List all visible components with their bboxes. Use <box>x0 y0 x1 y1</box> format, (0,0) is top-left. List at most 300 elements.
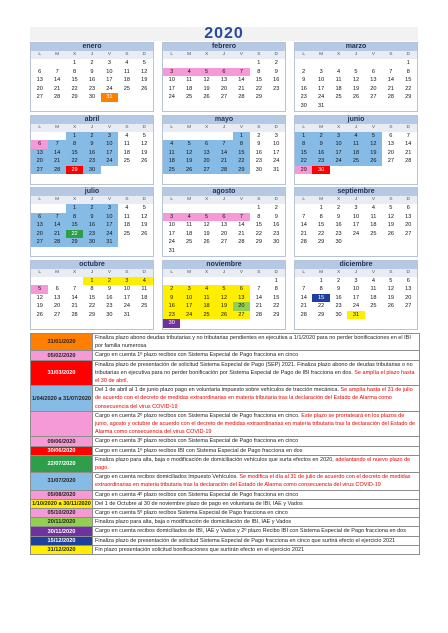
day-cell: 5 <box>389 277 393 284</box>
empty-cell <box>215 319 232 328</box>
day-cell: 27 <box>31 166 48 175</box>
month-name: abril <box>31 116 153 124</box>
week-row <box>295 149 417 158</box>
day-cell: 8 <box>406 68 410 75</box>
event-description <box>93 386 420 412</box>
week-row <box>31 68 153 77</box>
empty-cell <box>66 174 83 183</box>
event-row <box>31 446 420 455</box>
month-octubre <box>30 260 154 330</box>
day-cell: 10 <box>101 140 118 149</box>
day-cell: 12 <box>141 68 148 75</box>
day-cell: 6 <box>215 68 232 77</box>
weekday-label: M <box>187 124 192 130</box>
event-row <box>31 518 420 527</box>
day-cell: 14 <box>387 77 394 84</box>
day-cell: 21 <box>215 157 232 166</box>
weekday-header <box>295 124 417 132</box>
day-cell: 21 <box>255 303 262 310</box>
day-cell: 14 <box>255 294 262 301</box>
empty-cell <box>400 166 417 175</box>
week-row <box>163 302 285 311</box>
empty-cell <box>118 319 135 328</box>
day-cell: 25 <box>370 230 377 237</box>
empty-cell <box>163 102 180 111</box>
day-cell: 5 <box>389 205 393 211</box>
day-cell: 15 <box>273 294 280 301</box>
day-cell: 3 <box>319 68 323 75</box>
day-cell: 27 <box>405 303 412 310</box>
day-cell: 11 <box>370 286 377 293</box>
empty-cell <box>136 238 153 247</box>
day-cell: 9 <box>83 140 100 149</box>
day-cell: 20 <box>405 294 412 301</box>
day-cell: 4 <box>163 140 180 149</box>
day-cell: 16 <box>300 85 307 92</box>
day-cell: 1 <box>83 277 100 286</box>
weekday-label: X <box>204 52 209 57</box>
day-cell: 26 <box>387 303 394 310</box>
week-row <box>295 319 417 328</box>
day-cell: 8 <box>73 68 77 75</box>
day-cell: 19 <box>180 157 197 166</box>
day-cell: 29 <box>66 238 83 247</box>
event-amendment-text: Se amplía hasta el 31 de julio de acuerdo con el decreto de medidas extraordinarias en materia tributaria tras la declaración del Estado de Alarma como consecuencia del virus COVID-19 <box>95 387 413 410</box>
day-cell: 5 <box>142 132 146 139</box>
event-description <box>93 509 420 518</box>
empty-cell <box>198 277 215 286</box>
day-cell: 19 <box>387 294 394 301</box>
month-name: junio <box>295 116 417 124</box>
empty-cell <box>295 174 312 183</box>
day-cell: 1 <box>295 132 312 141</box>
day-cell: 19 <box>365 149 382 158</box>
week-row <box>31 238 153 247</box>
week-row <box>163 132 285 141</box>
weekday-label: V <box>239 52 244 57</box>
event-description <box>93 446 420 455</box>
day-cell: 12 <box>387 286 394 293</box>
weekday-label: D <box>142 52 147 57</box>
day-cell: 5 <box>31 285 48 294</box>
empty-cell <box>382 238 399 247</box>
weekday-label: S <box>125 197 129 202</box>
day-cell: 22 <box>233 157 250 166</box>
week-row <box>295 85 417 94</box>
week-row <box>163 174 285 183</box>
event-date: 09/06/2020 <box>31 437 93 446</box>
day-cell: 30 <box>88 94 96 101</box>
week-row <box>163 204 285 213</box>
day-cell: 25 <box>123 158 130 165</box>
day-cell: 1 <box>73 60 77 66</box>
week-row <box>163 166 285 175</box>
day-cell: 7 <box>48 213 65 222</box>
day-cell: 26 <box>141 158 148 165</box>
weekday-label: J <box>354 269 358 275</box>
week-row <box>295 174 417 183</box>
day-cell: 1 <box>257 60 261 66</box>
empty-cell <box>31 204 48 213</box>
event-date: 31/12/2020 <box>31 545 93 554</box>
day-cell: 29 <box>66 166 83 175</box>
day-cell: 11 <box>198 294 215 303</box>
day-cell: 1 <box>257 205 261 211</box>
empty-cell <box>136 319 153 328</box>
day-cell: 30 <box>335 311 342 318</box>
empty-cell <box>136 247 153 256</box>
empty-cell <box>312 59 329 68</box>
day-cell: 31 <box>347 311 364 320</box>
day-cell: 27 <box>233 311 250 320</box>
day-cell: 9 <box>257 141 261 148</box>
week-row <box>31 93 153 102</box>
empty-cell <box>118 166 135 175</box>
week-row <box>31 319 153 328</box>
day-cell: 26 <box>141 230 148 237</box>
day-cell: 14 <box>300 294 307 301</box>
day-cell: 13 <box>220 222 228 229</box>
day-cell: 3 <box>354 277 358 284</box>
event-description <box>93 518 420 527</box>
week-row <box>163 277 285 286</box>
day-cell: 4 <box>125 205 129 211</box>
day-cell: 23 <box>273 85 280 92</box>
day-cell: 23 <box>335 230 342 237</box>
week-row <box>163 319 285 328</box>
day-cell: 18 <box>335 85 342 92</box>
month-julio <box>30 187 154 257</box>
week-row <box>163 102 285 111</box>
day-cell: 17 <box>352 294 360 301</box>
weekday-label: S <box>389 124 393 130</box>
weekday-label: M <box>187 269 192 275</box>
day-cell: 16 <box>83 221 100 230</box>
week-row <box>163 221 285 230</box>
empty-cell <box>180 102 197 111</box>
day-cell: 2 <box>274 60 278 66</box>
week-row <box>295 294 417 303</box>
empty-cell <box>330 319 347 328</box>
empty-cell <box>198 174 215 183</box>
day-cell: 25 <box>186 94 193 101</box>
week-row <box>163 140 285 149</box>
week-row <box>31 204 153 213</box>
day-cell: 20 <box>387 149 394 156</box>
empty-cell <box>48 319 65 328</box>
empty-cell <box>365 166 382 175</box>
empty-cell <box>66 247 83 256</box>
day-cell: 7 <box>257 286 261 293</box>
day-cell: 9 <box>107 286 111 293</box>
empty-cell <box>118 238 135 247</box>
empty-cell <box>215 132 232 141</box>
weekday-label: D <box>142 269 147 275</box>
empty-cell <box>198 319 215 328</box>
weekday-label: V <box>107 197 112 202</box>
event-date: 1/04/2020 a 31/07/2020 <box>31 386 93 412</box>
day-cell: 28 <box>71 311 78 318</box>
week-row <box>295 311 417 320</box>
empty-cell <box>48 204 65 213</box>
week-row <box>163 68 285 77</box>
day-cell: 21 <box>238 230 245 237</box>
day-cell: 9 <box>274 68 278 75</box>
day-cell: 28 <box>48 166 65 175</box>
weekday-label: S <box>389 52 393 57</box>
day-cell: 1 <box>319 205 323 211</box>
month-febrero <box>162 42 286 112</box>
day-cell: 30 <box>300 102 307 109</box>
day-cell: 17 <box>101 221 118 230</box>
day-cell: 8 <box>66 140 83 149</box>
day-cell: 14 <box>238 222 245 229</box>
weekday-label: D <box>406 52 411 57</box>
empty-cell <box>382 174 399 183</box>
day-cell: 15 <box>255 77 262 84</box>
day-cell: 17 <box>180 302 197 311</box>
week-row <box>31 221 153 230</box>
event-text: Del 1 de abril al 1 de junio plazo pago en voluntaria impuesto sobre vehículos de tracción mecánica. <box>95 387 341 394</box>
event-description <box>93 411 420 437</box>
day-cell: 25 <box>370 303 377 310</box>
weekday-label: V <box>371 269 376 275</box>
event-row <box>31 473 420 490</box>
weekday-label: V <box>107 124 112 130</box>
day-cell: 23 <box>88 85 96 92</box>
event-row <box>31 351 420 360</box>
day-cell: 6 <box>406 277 410 284</box>
day-cell: 23 <box>163 311 180 320</box>
month-name: agosto <box>163 188 285 196</box>
day-cell: 20 <box>405 222 412 229</box>
day-cell: 7 <box>215 140 232 149</box>
event-row <box>31 334 420 351</box>
week-row <box>31 85 153 94</box>
day-cell: 29 <box>295 166 312 175</box>
weekday-label: X <box>336 197 341 202</box>
week-row <box>31 132 153 141</box>
empty-cell <box>268 93 285 102</box>
day-cell: 21 <box>48 157 65 166</box>
empty-cell <box>250 277 267 286</box>
event-text: Cargo en cuenta 1º plazo recibos con Sistema Especial de Pago fracciona en cinco <box>95 352 299 359</box>
week-row <box>31 302 153 311</box>
weekday-label: L <box>302 269 306 275</box>
event-row <box>31 360 420 386</box>
day-cell: 17 <box>318 85 325 92</box>
event-description <box>93 455 420 472</box>
day-cell: 7 <box>233 213 250 222</box>
day-cell: 27 <box>198 166 215 175</box>
day-cell: 2 <box>337 205 341 211</box>
week-row <box>295 157 417 166</box>
weekday-label: V <box>239 124 244 130</box>
month-noviembre <box>162 260 286 330</box>
event-date: 15/12/2020 <box>31 536 93 545</box>
weekday-label: S <box>125 124 129 130</box>
month-junio <box>294 115 418 185</box>
empty-cell <box>31 247 48 256</box>
day-cell: 4 <box>371 205 375 211</box>
event-row <box>31 499 420 508</box>
day-cell: 22 <box>88 303 96 310</box>
weekday-label: S <box>125 269 129 275</box>
day-cell: 11 <box>186 77 193 84</box>
day-cell: 29 <box>71 94 78 101</box>
day-cell: 11 <box>123 213 130 220</box>
week-row <box>295 59 417 68</box>
week-row <box>31 294 153 303</box>
day-cell: 16 <box>273 77 280 84</box>
day-cell: 14 <box>215 149 232 158</box>
events-table <box>30 333 420 555</box>
day-cell: 7 <box>55 68 59 75</box>
day-cell: 8 <box>233 140 250 149</box>
empty-cell <box>66 102 83 111</box>
day-cell: 6 <box>38 68 42 75</box>
day-cell: 3 <box>163 68 180 77</box>
day-cell: 27 <box>370 94 377 101</box>
day-cell: 6 <box>215 213 232 222</box>
empty-cell <box>400 319 417 328</box>
month-name: enero <box>31 43 153 51</box>
weekday-label: L <box>38 197 42 202</box>
event-date: 22/07/2020 <box>31 455 93 472</box>
day-cell: 25 <box>163 166 180 175</box>
empty-cell <box>136 311 153 320</box>
day-cell: 1 <box>406 60 410 66</box>
weekday-label: X <box>72 124 77 130</box>
day-cell: 1 <box>66 132 83 141</box>
day-cell: 5 <box>354 68 358 75</box>
day-cell: 10 <box>330 140 347 149</box>
empty-cell <box>31 102 48 111</box>
event-amendment-text: Se modifica el día al 31 de julio de acuerdo con el decreto de medidas extraordinarias en materia tributaria tras la declaración del Estado de Alarma como consecuencia del virus COVID-19 <box>95 474 411 489</box>
day-cell: 15 <box>295 149 312 158</box>
week-row <box>295 238 417 247</box>
weekday-label: L <box>302 52 306 57</box>
day-cell: 4 <box>198 285 215 294</box>
month-name: diciembre <box>295 261 417 269</box>
month-agosto <box>162 187 286 257</box>
day-cell: 27 <box>387 158 394 165</box>
day-cell: 1 <box>233 132 250 141</box>
event-text: Cargo en cuenta 4º plazo recibos con Sistema Especial de Pago fracciona en cinco <box>95 491 299 498</box>
day-cell: 9 <box>274 213 278 220</box>
event-row <box>31 386 420 412</box>
day-cell: 12 <box>141 213 148 220</box>
day-cell: 9 <box>83 213 100 222</box>
day-cell: 12 <box>387 213 394 220</box>
empty-cell <box>268 102 285 111</box>
week-row <box>295 68 417 77</box>
week-row <box>163 93 285 102</box>
day-cell: 12 <box>365 140 382 149</box>
empty-cell <box>312 174 329 183</box>
day-cell: 11 <box>141 286 148 293</box>
weekday-label: V <box>371 52 376 57</box>
day-cell: 12 <box>352 77 360 84</box>
empty-cell <box>295 277 312 286</box>
month-name: noviembre <box>163 261 285 269</box>
day-cell: 13 <box>31 149 48 158</box>
year-title: 2020 <box>30 27 418 41</box>
day-cell: 27 <box>405 230 412 237</box>
empty-cell <box>198 247 215 256</box>
weekday-label: M <box>319 124 324 130</box>
event-date: 05/08/2020 <box>31 490 93 499</box>
day-cell: 13 <box>233 294 250 303</box>
weekday-label: L <box>170 124 174 130</box>
week-row <box>163 230 285 239</box>
day-cell: 31 <box>318 102 325 109</box>
day-cell: 18 <box>123 77 130 84</box>
empty-cell <box>233 277 250 286</box>
day-cell: 16 <box>83 149 100 158</box>
empty-cell <box>268 247 285 256</box>
empty-cell <box>215 277 232 286</box>
event-description <box>93 334 420 351</box>
empty-cell <box>250 102 267 111</box>
event-description <box>93 536 420 545</box>
day-cell: 15 <box>405 77 412 84</box>
day-cell: 18 <box>198 302 215 311</box>
week-row <box>163 76 285 85</box>
day-cell: 13 <box>387 141 394 148</box>
event-amendment-text: Este plazo se prorrateará en los plazos de junio, agosto y octubre de acuerdo con el decreto de medidas extraordinarias en materia tributaria tras la declaración del Estado de Alarma como consecuencia del virus COVID-19 <box>95 412 416 436</box>
weekday-label: S <box>389 197 393 202</box>
day-cell: 21 <box>54 85 61 92</box>
empty-cell <box>347 59 364 68</box>
weekday-header <box>295 196 417 204</box>
day-cell: 14 <box>300 222 307 229</box>
event-text: Finaliza plazo de presentación de solicitud Sistema Especial de Pago (SEP) 2021. Finaliza plazo abono de deudas tributarias o no tributarias en ejecutiva para no perder bonificación por Sistema Especial de Pago de IBI fracciona en dos. <box>95 361 413 376</box>
day-cell: 28 <box>48 238 65 247</box>
day-cell: 30 <box>255 166 262 173</box>
event-description <box>93 499 420 508</box>
day-cell: 23 <box>335 303 342 310</box>
event-date: 30/06/2020 <box>31 446 93 455</box>
empty-cell <box>295 204 312 213</box>
day-cell: 31 <box>123 311 130 318</box>
week-row <box>31 149 153 158</box>
day-cell: 19 <box>141 149 148 156</box>
weekday-label: L <box>302 197 306 202</box>
day-cell: 21 <box>300 230 307 237</box>
empty-cell <box>66 277 83 286</box>
month-enero <box>30 42 154 112</box>
event-description <box>93 437 420 446</box>
day-cell: 23 <box>255 158 262 165</box>
weekday-label: D <box>142 197 147 202</box>
day-cell: 14 <box>54 77 61 84</box>
weekday-label: M <box>55 52 60 57</box>
weekday-label: J <box>222 124 226 130</box>
empty-cell <box>118 93 135 102</box>
weekday-label: M <box>55 197 60 202</box>
day-cell: 30 <box>83 166 100 175</box>
empty-cell <box>215 174 232 183</box>
day-cell: 30 <box>163 319 180 328</box>
day-cell: 4 <box>180 213 197 222</box>
week-row <box>295 102 417 111</box>
day-cell: 18 <box>186 85 193 92</box>
month-name: julio <box>31 188 153 196</box>
weekday-label: X <box>72 269 77 275</box>
day-cell: 25 <box>123 230 130 237</box>
event-description <box>93 545 420 554</box>
